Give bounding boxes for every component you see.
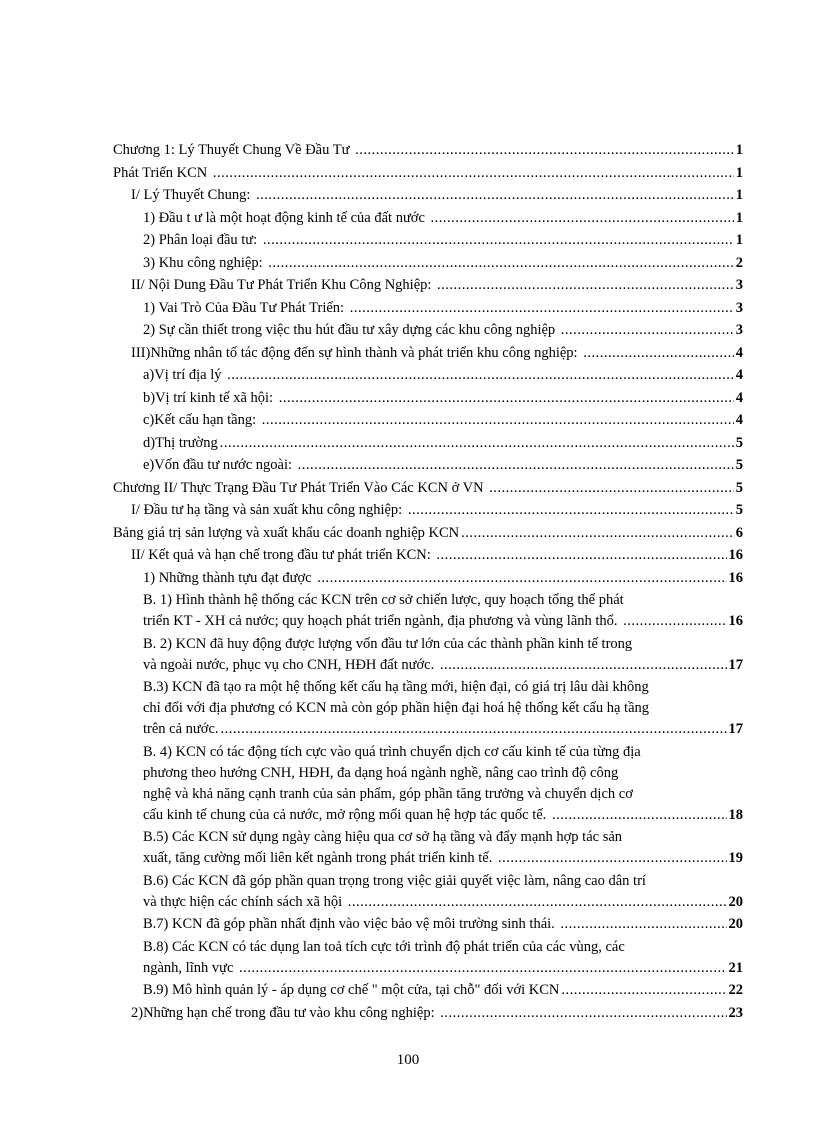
toc-page-number: 5: [735, 434, 743, 451]
toc-page-number: 2: [735, 254, 743, 271]
toc-entry: B.5) Các KCN sử dụng ngày càng hiệu qua cơ sở hạ tầng và đẩy mạnh hợp tác sản xuất, tăng cường mối liên kết ngành trong phát triển kinh tế. ..... 19: [113, 827, 743, 869]
toc-page-number: 3: [735, 277, 743, 293]
table-of-contents: [113, 140, 743, 1025]
toc-page-number: 3: [735, 322, 743, 338]
page-number-footer: 100: [396, 1052, 420, 1068]
toc-entry: Chương 1: Lý Thuyết Chung Về Đầu Tư ..... 1: [113, 140, 743, 161]
toc-page-number: 16: [728, 569, 743, 586]
toc-page-number: 4: [735, 344, 743, 361]
toc-page-number: 20: [728, 916, 743, 932]
toc-entry: I/ Đầu tư hạ tầng và sản xuất khu công nghiệp: ..... 5: [113, 500, 743, 521]
toc-entry: B.6) Các KCN đã góp phần quan trọng trong việc giải quyết việc làm, nâng cao dân trí và thực hiện các chính sách xã hội ..... 20: [113, 871, 743, 913]
toc-entry: B. 1) Hình thành hệ thống các KCN trên cơ sở chiến lược, quy hoạch tổng thể phát triển KT - XH cả nước; quy hoạch phát triển ngành, địa phương và vùng lãnh thổ. ..... 16: [113, 590, 743, 632]
toc-page-number: 1: [735, 142, 743, 158]
toc-page-number: 4: [735, 367, 743, 383]
toc-entry: B. 4) KCN có tác động tích cực vào quá trình chuyển dịch cơ cấu kinh tế của từng địa phương theo hướng CNH, HĐH, đa dạng hoá ngành nghề, nâng cao trình độ công nghệ và khả năng cạnh tranh của sản phẩm, góp phần tăng trưởng và chuyển dịch cơ cấu kinh tế chung của cả nước, mở rộng mối quan hệ hợp tác quốc tế. ..... 18: [113, 742, 743, 826]
toc-page-number: 5: [735, 479, 743, 496]
toc-entry: I/ Lý Thuyết Chung: ..... 1: [113, 185, 743, 206]
toc-entry: Bảng giá trị sản lượng và xuất khẩu các doanh nghiệp KCN ..... 6: [113, 523, 743, 544]
toc-page-number: 16: [728, 613, 743, 629]
toc-entry: 1) Vai Trò Của Đầu Tư Phát Triển: ..... 3: [113, 298, 743, 319]
toc-page-number: 21: [728, 959, 743, 976]
toc-entry: b)Vị trí kinh tế xã hội: ..... 4: [113, 388, 743, 409]
toc-entry: a)Vị trí địa lý ..... 4: [113, 365, 743, 386]
toc-entry: c)Kết cấu hạn tầng: ..... 4: [113, 410, 743, 431]
toc-page-number: 4: [735, 412, 743, 428]
toc-entry: B.7) KCN đã góp phần nhất định vào việc bảo vệ môi trường sinh thái. ..... 20: [113, 914, 743, 935]
toc-page-number: 1: [735, 232, 743, 248]
toc-page-number: 1: [735, 187, 743, 203]
toc-page-number: 22: [728, 982, 743, 998]
toc-page-number: 5: [735, 502, 743, 518]
toc-entry: Chương II/ Thực Trạng Đầu Tư Phát Triển Vào Các KCN ở VN ..... 5: [113, 478, 743, 499]
toc-entry: II/ Kết quả và hạn chế trong đầu tư phát triển KCN: ..... 16: [113, 545, 743, 566]
toc-page-number: 20: [728, 893, 743, 910]
toc-entry: B.3) KCN đã tạo ra một hệ thống kết cấu hạ tầng mới, hiện đại, có giá trị lâu dài không chỉ đối với địa phương có KCN mà còn góp phần hiện đại hoá hệ thống kết cấu hạ tầng trên cả nước. ..... 17: [113, 677, 743, 740]
toc-page-number: 19: [728, 850, 743, 866]
toc-entry: e)Vốn đầu tư nước ngoài: ..... 5: [113, 455, 743, 476]
toc-entry: B.9) Mô hình quản lý - áp dụng cơ chế " một cửa, tại chỗ" đối với KCN ..... 22: [113, 980, 743, 1001]
toc-page-number: 3: [735, 299, 743, 316]
toc-page-number: 23: [728, 1004, 743, 1021]
toc-entry: III)Những nhân tố tác động đến sự hình thành và phát triển khu công nghiệp: ..... 4: [113, 343, 743, 364]
toc-entry: 2) Phân loại đầu tư: ..... 1: [113, 230, 743, 251]
toc-entry: 2)Những hạn chế trong đầu tư vào khu công nghiệp: ..... 23: [113, 1003, 743, 1024]
toc-entry: 1) Những thành tựu đạt được ..... 16: [113, 568, 743, 589]
toc-entry: II/ Nội Dung Đầu Tư Phát Triển Khu Công Nghiệp: ..... 3: [113, 275, 743, 296]
toc-page-number: 1: [735, 164, 743, 181]
toc-page-number: 17: [728, 656, 743, 673]
toc-page-number: 6: [735, 524, 743, 541]
toc-entry: d)Thị trường ..... 5: [113, 433, 743, 454]
toc-page-number: 18: [728, 806, 743, 823]
toc-page-number: 4: [735, 389, 743, 406]
toc-entry: 1) Đầu t ư là một hoạt động kinh tế của đất nước ..... 1: [113, 208, 743, 229]
toc-entry: 2) Sự cần thiết trong việc thu hút đầu tư xây dựng các khu công nghiệp ..... 3: [113, 320, 743, 341]
toc-page-number: 17: [728, 721, 743, 737]
toc-entry: Phát Triển KCN ..... 1: [113, 163, 743, 184]
toc-page-number: 5: [735, 457, 743, 473]
toc-page-number: 1: [735, 209, 743, 226]
toc-entry: 3) Khu công nghiệp: ..... 2: [113, 253, 743, 274]
toc-entry: B.8) Các KCN có tác dụng lan toả tích cực tới trình độ phát triển của các vùng, các ngành, lĩnh vực ..... 21: [113, 937, 743, 979]
toc-page-number: 16: [728, 547, 743, 563]
toc-entry: B. 2) KCN đã huy động được lượng vốn đầu tư lớn của các thành phần kinh tế trong và ngoài nước, phục vụ cho CNH, HĐH đất nước. ..... 17: [113, 634, 743, 676]
